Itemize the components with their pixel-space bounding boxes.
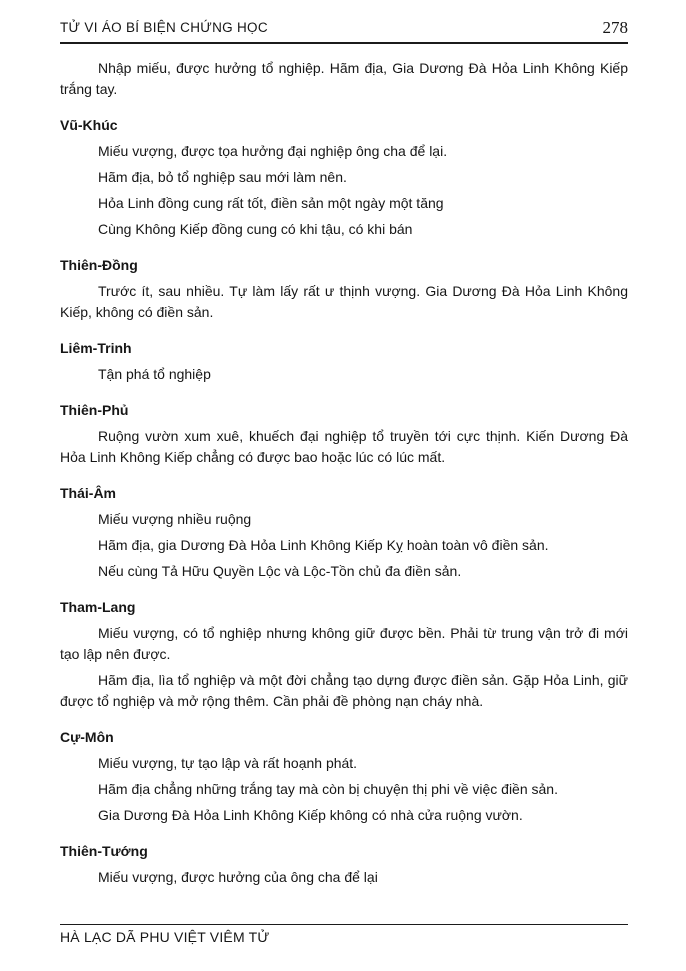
section-paragraph: Hỏa Linh đồng cung rất tốt, điền sản một ngày một tăng (98, 195, 444, 211)
section-paragraph: Miếu vượng, được tọa hưởng đại nghiệp ông cha để lại. (98, 143, 448, 159)
section-paragraph: Miếu vượng, được hưởng của ông cha để lại (98, 869, 378, 885)
section-paragraph: Tận phá tổ nghiệp (98, 366, 211, 382)
star-section (60, 400, 628, 468)
page-number: 278 (602, 18, 628, 37)
section-paragraph: Hãm địa, lìa tổ nghiệp và một đời chẳng tạo dựng được điền sản. Gặp Hỏa Linh, giữ được tổ nghiệp và mở rộng thêm. Cần phải đề phòng nạn cháy nhà. (60, 672, 628, 709)
page-header (60, 20, 628, 44)
section-heading: Thiên-Tướng (60, 843, 148, 859)
section-heading: Thiên-Phủ (60, 402, 129, 418)
section-paragraph: Miếu vượng nhiều ruộng (98, 511, 252, 527)
section-paragraph: Gia Dương Đà Hỏa Linh Không Kiếp không có nhà cửa ruộng vườn. (98, 807, 523, 823)
star-section (60, 841, 628, 888)
section-paragraph: Hãm địa, bỏ tổ nghiệp sau mới làm nên. (98, 169, 347, 185)
star-section (60, 483, 628, 582)
section-heading: Vũ-Khúc (60, 117, 118, 133)
star-section (60, 338, 628, 385)
section-paragraph: Nếu cùng Tả Hữu Quyền Lộc và Lộc-Tồn chủ đa điền sản. (98, 563, 462, 579)
star-section (60, 255, 628, 323)
footer-author: HÀ LẠC DÃ PHU VIỆT VIÊM TỬ (60, 929, 270, 945)
book-title: TỬ VI ÁO BÍ BIỆN CHỨNG HỌC (60, 20, 268, 35)
section-heading: Cự-Môn (60, 729, 114, 745)
intro-paragraph: Nhập miếu, được hưởng tổ nghiệp. Hãm địa, Gia Dương Đà Hỏa Linh Không Kiếp trắng tay. (60, 60, 628, 97)
section-paragraph: Ruộng vườn xum xuê, khuếch đại nghiệp tổ truyền tới cực thịnh. Kiến Dương Đà Hỏa Linh Không Kiếp chẳng có được bao hoặc lúc có lúc mất. (60, 428, 628, 465)
section-paragraph: Trước ít, sau nhiều. Tự làm lấy rất ư thịnh vượng. Gia Dương Đà Hỏa Linh Không Kiếp, không có điền sản. (60, 283, 628, 320)
page-footer (60, 924, 628, 945)
section-paragraph: Miếu vượng, tự tạo lập và rất hoạnh phát. (98, 755, 358, 771)
star-section (60, 597, 628, 712)
section-heading: Thiên-Đồng (60, 257, 138, 273)
section-heading: Tham-Lang (60, 599, 136, 615)
section-paragraph: Hãm địa chẳng những trắng tay mà còn bị chuyện thị phi về việc điền sản. (98, 781, 558, 797)
section-heading: Liêm-Trinh (60, 340, 132, 356)
sections-container (60, 115, 628, 888)
section-paragraph: Miếu vượng, có tổ nghiệp nhưng không giữ được bền. Phải từ trung vận trở đi mới tạo lập nên được. (60, 625, 628, 662)
star-section (60, 727, 628, 826)
section-paragraph: Hãm địa, gia Dương Đà Hỏa Linh Không Kiếp Kỵ hoàn toàn vô điền sản. (98, 537, 549, 553)
section-heading: Thái-Âm (60, 485, 116, 501)
section-paragraph: Cùng Không Kiếp đồng cung có khi tậu, có khi bán (98, 221, 413, 237)
star-section (60, 115, 628, 240)
